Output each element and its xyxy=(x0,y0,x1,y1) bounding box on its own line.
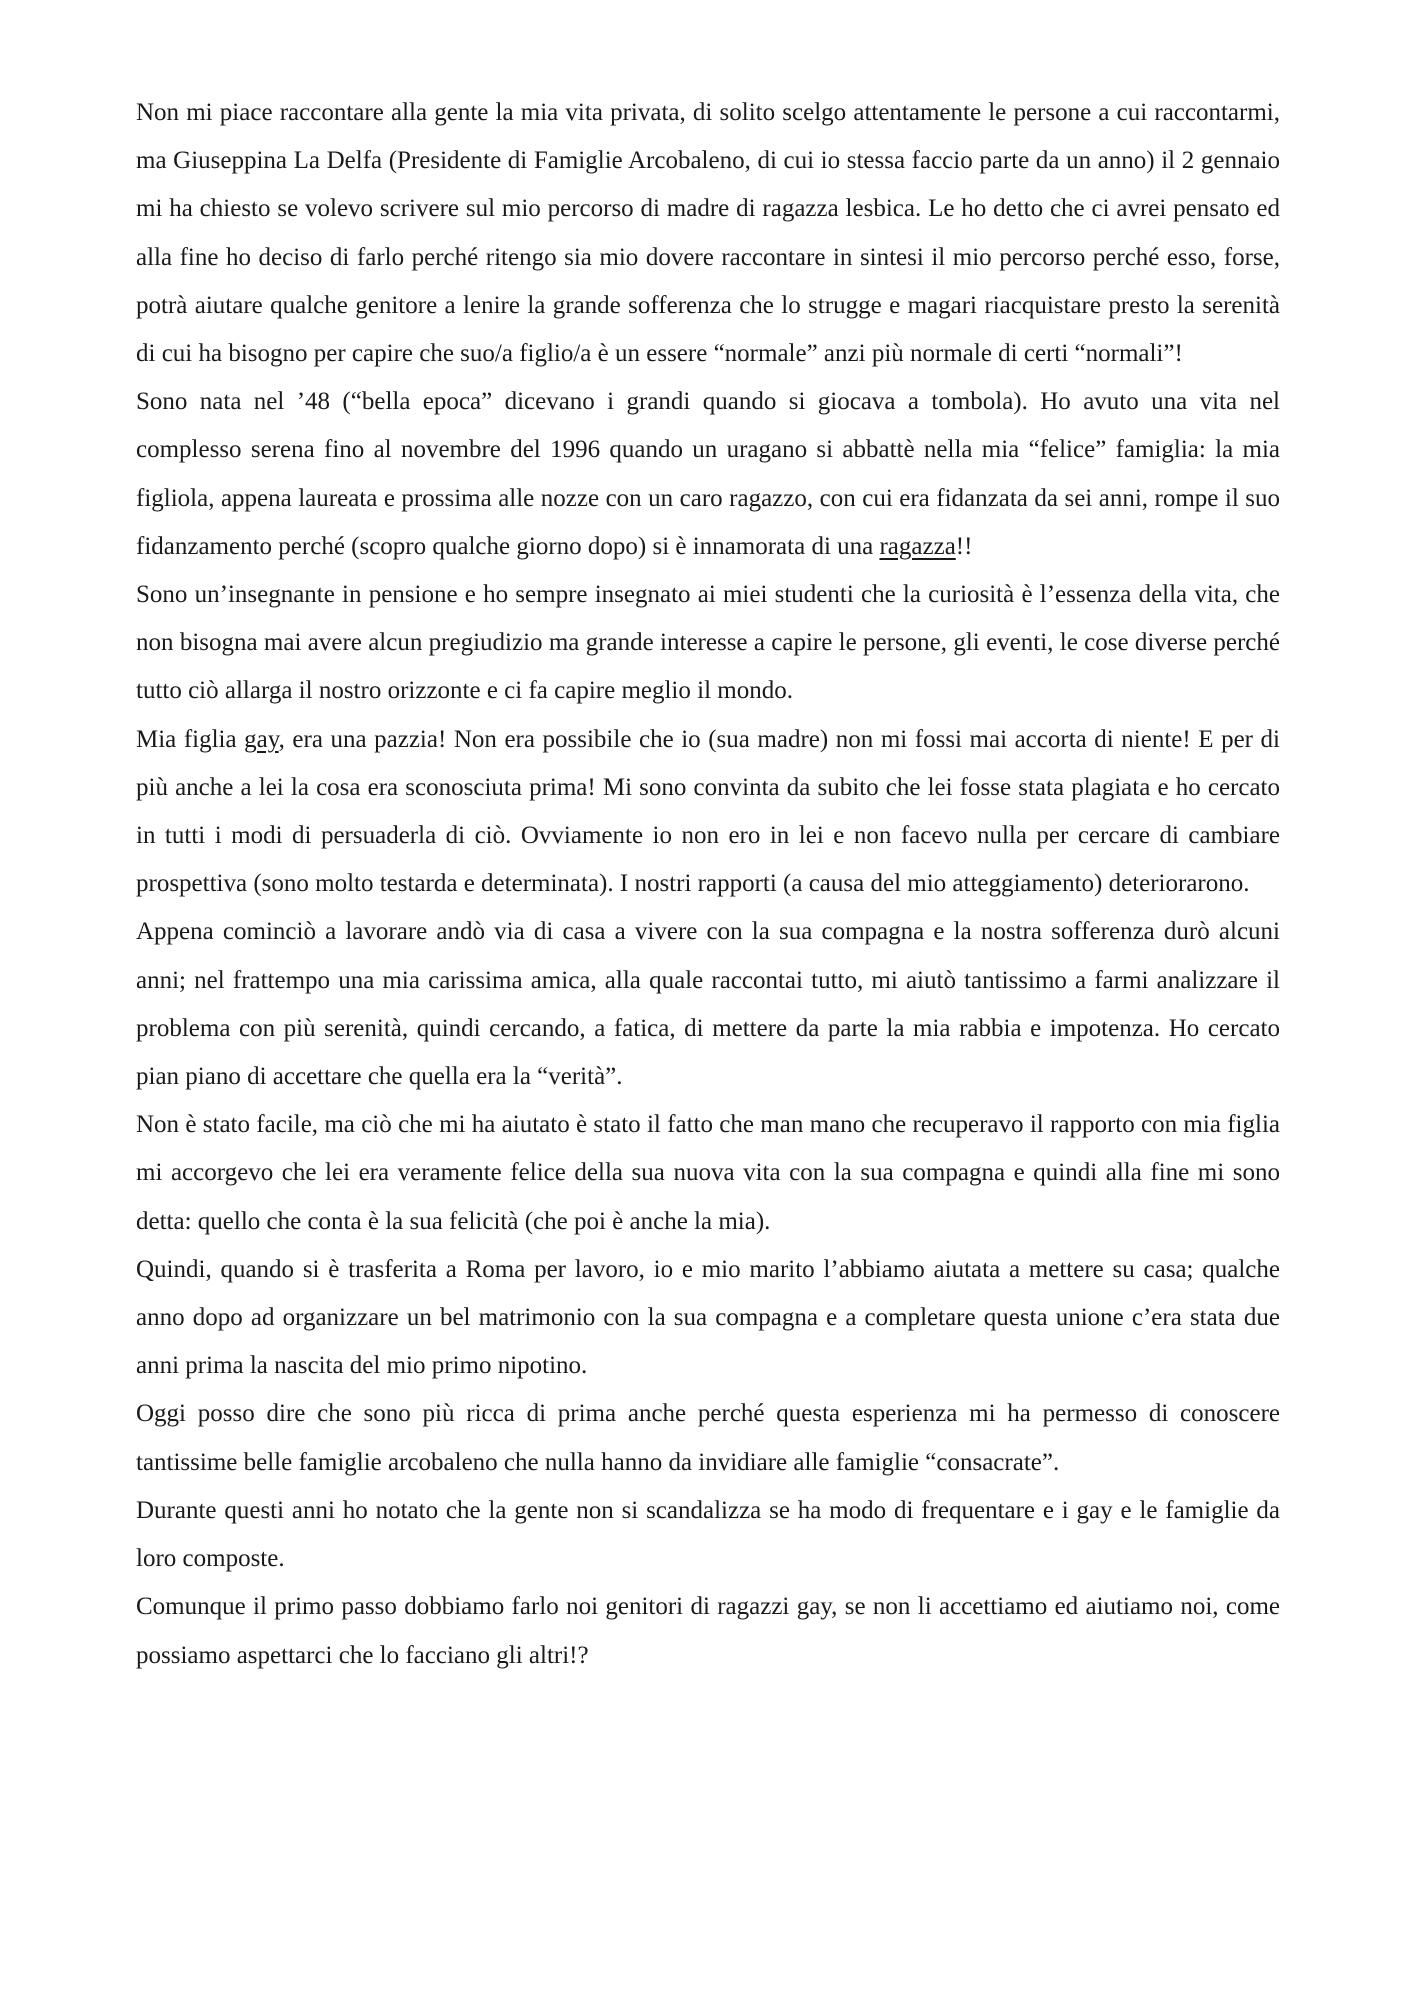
paragraph-text: Appena cominciò a lavorare andò via di casa a vivere con la sua compagna e la nostra sofferenza durò alcuni anni; nel frattempo una mia carissima amica, alla quale raccontai tutto, mi aiutò tantissimo a farmi analizzare il problema con più serenità, quindi cercando, a fatica, di mettere da parte la mia rabbia e impotenza. Ho cercato pian piano di accettare che quella era la “verità”. xyxy=(136,918,1280,1091)
underlined-word: ragazza xyxy=(879,532,956,560)
paragraph-text-end: !! xyxy=(955,532,973,560)
paragraph-story xyxy=(136,378,1280,571)
underlined-word: gay xyxy=(244,725,279,753)
paragraph-text: Quindi, quando si è trasferita a Roma per lavoro, io e mio marito l’abbiamo aiutata a mettere su casa; qualche anno dopo ad organizzare un bel matrimonio con la sua compagna e a completare questa unione c’era stata due anni prima la nascita del mio primo nipotino. xyxy=(136,1255,1280,1380)
document-body xyxy=(136,89,1280,1680)
paragraph-intro xyxy=(136,89,1280,378)
paragraph-suffering xyxy=(136,908,1280,1101)
paragraph-text: Comunque il primo passo dobbiamo farlo noi genitori di ragazzi gay, se non li accettiamo ed aiutiamo noi, come possiamo aspettarci che lo facciano gli altri!? xyxy=(136,1593,1280,1669)
paragraph-text: , era una pazzia! Non era possibile che io (sua madre) non mi fossi mai accorta di niente! E per di più anche a lei la cosa era sconosciuta prima! Mi sono convinta da subito che lei fosse stata plagiata e ho cercato in tutti i modi di persuaderla di ciò. Ovviamente io non ero in lei e non facevo nulla per cercare di cambiare prospettiva (sono molto testarda e determinata). I nostri rapporti (a causa del mio atteggiamento) deteriorarono. xyxy=(136,725,1280,898)
paragraph-text-start: Mia figlia xyxy=(136,725,245,753)
paragraph-text: Sono un’insegnante in pensione e ho sempre insegnato ai miei studenti che la curiosità è l’essenza della vita, che non bisogna mai avere alcun pregiudizio ma grande interesse a capire le persone, gli eventi, le cose diverse perché tutto ciò allarga il nostro orizzonte e ci fa capire meglio il mondo. xyxy=(136,581,1280,705)
paragraph-observation xyxy=(136,1487,1280,1583)
paragraph-teacher xyxy=(136,571,1280,716)
paragraph-acceptance xyxy=(136,1101,1280,1246)
paragraph-text: Non è stato facile, ma ciò che mi ha aiutato è stato il fatto che man mano che recuperavo il rapporto con mia figlia mi accorgevo che lei era veramente felice della sua nuova vita con la sua compagna e quindi alla fine mi sono detta: quello che conta è la sua felicità (che poi è anche la mia). xyxy=(136,1111,1280,1235)
paragraph-rome xyxy=(136,1246,1280,1391)
paragraph-text: Sono nata nel ’48 (“bella epoca” dicevano i grandi quando si giocava a tombola). Ho avuto una vita nel complesso serena fino al novembre del 1996 quando un uragano si abbattè nella mia “felice” famiglia: la mia figliola, appena laureata e prossima alle nozze con un caro ragazzo, con cui era fidanzata da sei anni, rompe il suo fidanzamento perché (scopro qualche giorno dopo) si è innamorata di una xyxy=(136,388,1280,560)
paragraph-reaction xyxy=(136,716,1280,909)
paragraph-conclusion xyxy=(136,1583,1280,1679)
paragraph-text: Oggi posso dire che sono più ricca di prima anche perché questa esperienza mi ha permesso di conoscere tantissime belle famiglie arcobaleno che nulla hanno da invidiare alle famiglie “consacrate”. xyxy=(136,1400,1280,1476)
paragraph-today xyxy=(136,1390,1280,1486)
paragraph-text: Durante questi anni ho notato che la gente non si scandalizza se ha modo di frequentare e i gay e le famiglie da loro composte. xyxy=(136,1496,1280,1573)
paragraph-text: Non mi piace raccontare alla gente la mia vita privata, di solito scelgo attentamente le persone a cui raccontarmi, ma Giuseppina La Delfa (Presidente di Famiglie Arcobaleno, di cui io stessa faccio parte da un anno) il 2 gennaio mi ha chiesto se volevo scrivere sul mio percorso di madre di ragazza lesbica. Le ho detto che ci avrei pensato ed alla fine ho deciso di farlo perché ritengo sia mio dovere raccontare in sintesi il mio percorso perché esso, forse, potrà aiutare qualche genitore a lenire la grande sofferenza che lo strugge e magari riacquistare presto la serenità di cui ha bisogno per capire che suo/a figlio/a è un essere “normale” anzi più normale di certi “normali”! xyxy=(136,99,1280,368)
